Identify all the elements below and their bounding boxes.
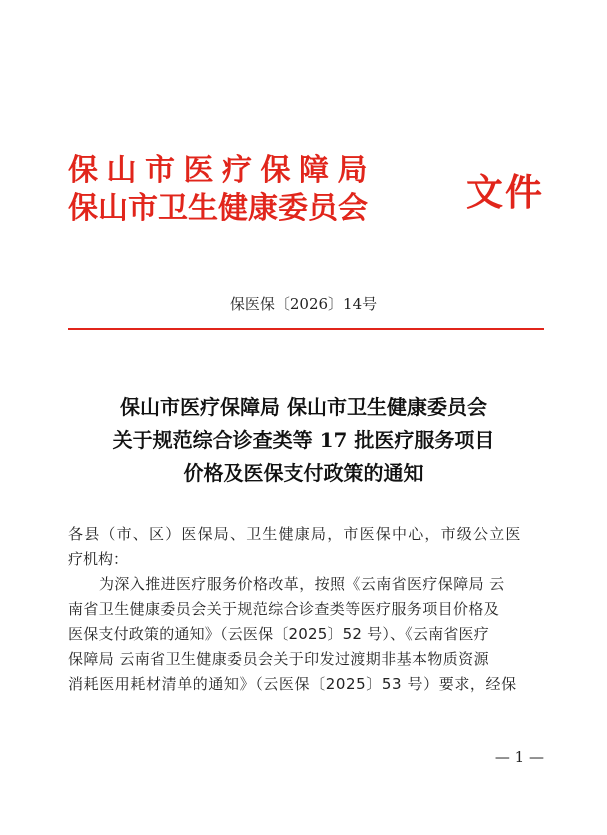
- salutation-line: 疗机构：: [68, 550, 129, 568]
- issuing-authorities: [68, 152, 450, 228]
- page-number: — 1 —: [494, 748, 544, 766]
- red-separator-line: [68, 328, 544, 330]
- document-number: 保医保〔2026〕14号: [229, 295, 378, 313]
- title-line: 关于规范综合诊查类等 17 批医疗服务项目: [112, 428, 495, 452]
- red-header: [68, 152, 558, 232]
- paragraph-line: 为深入推进医疗服务价格改革，按照《云南省医疗保障局 云: [99, 575, 505, 593]
- title-line: 保山市医疗保障局 保山市卫生健康委员会: [120, 395, 487, 419]
- issuer-health-commission: 保山市卫生健康委员会: [68, 191, 368, 226]
- document-body: [68, 522, 544, 697]
- title-line: 价格及医保支付政策的通知: [183, 461, 424, 485]
- paragraph-line: 医保支付政策的通知》（云医保〔2025〕52 号）、《云南省医疗: [68, 625, 489, 643]
- paragraph-line: 保障局 云南省卫生健康委员会关于印发过渡期非基本物质资源: [68, 650, 489, 668]
- paragraph-line: 南省卫生健康委员会关于规范综合诊查类等医疗服务项目价格及: [68, 600, 500, 618]
- issuer-medical-security-bureau: 保山市医疗保障局: [68, 153, 376, 188]
- document-title: [40, 391, 567, 490]
- salutation-line: 各县（市、区）医保局、卫生健康局，市医保中心，市级公立医: [68, 525, 522, 543]
- paragraph-line: 消耗医用耗材清单的通知》（云医保〔2025〕53 号）要求，经保: [68, 675, 517, 693]
- document-word: 文件: [466, 170, 544, 214]
